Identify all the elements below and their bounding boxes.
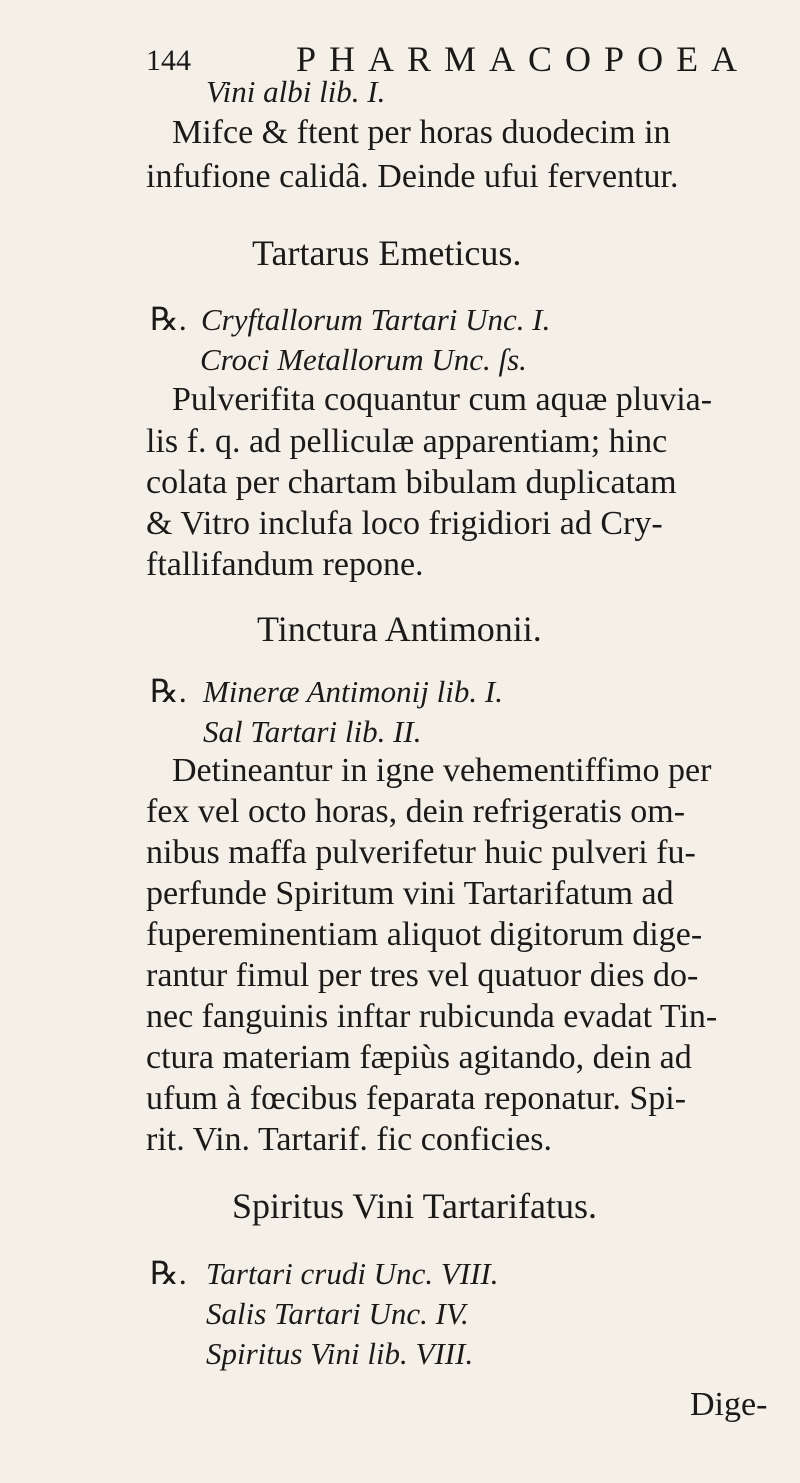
text-line: ctura materiam fæpiùs agitando, dein ad bbox=[146, 1039, 692, 1076]
ingredient-line: Cryftallorum Tartari Unc. I. bbox=[201, 302, 551, 337]
section-heading: Tartarus Emeticus. bbox=[252, 233, 522, 273]
text-line: rantur fimul per tres vel quatuor dies do- bbox=[146, 957, 699, 994]
ingredient-line: Spiritus Vini lib. VIII. bbox=[206, 1336, 474, 1371]
text-line: Pulverifita coquantur cum aquæ pluvia- bbox=[172, 381, 713, 418]
ingredient-line: Mineræ Antimonij lib. I. bbox=[203, 674, 503, 709]
text-line: colata per chartam bibulam duplicatam bbox=[146, 464, 677, 501]
text-line: infufione calidâ. Deinde ufui ferventur. bbox=[146, 158, 679, 195]
text-line: fupereminentiam aliquot digitorum dige- bbox=[146, 916, 703, 953]
ingredient-line: Vini albi lib. I. bbox=[206, 74, 386, 109]
ingredient-line: Sal Tartari lib. II. bbox=[203, 714, 422, 749]
catchword: Dige- bbox=[690, 1386, 768, 1423]
text-line: ftallifandum repone. bbox=[146, 546, 424, 583]
text-line: & Vitro inclufa loco frigidiori ad Cry- bbox=[146, 505, 663, 542]
text-line: rit. Vin. Tartarif. fic conficies. bbox=[146, 1121, 552, 1158]
text-line: lis f. q. ad pelliculæ apparentiam; hinc bbox=[146, 423, 668, 460]
text-line: nibus maffa pulverifetur huic pulveri fu- bbox=[146, 834, 696, 871]
section-heading: Spiritus Vini Tartarifatus. bbox=[232, 1186, 597, 1226]
running-title: PHARMACOPOEA bbox=[296, 39, 751, 79]
section-heading: Tinctura Antimonii. bbox=[257, 609, 542, 649]
ingredient-line: Tartari crudi Unc. VIII. bbox=[206, 1256, 499, 1291]
recipe-symbol: ℞. bbox=[150, 673, 187, 709]
ingredient-line: Croci Metallorum Unc. ſs. bbox=[200, 342, 527, 377]
text-line: Detineantur in igne vehementiffimo per bbox=[172, 752, 712, 789]
recipe-symbol: ℞. bbox=[150, 301, 187, 337]
text-line: fex vel octo horas, dein refrigeratis om- bbox=[146, 793, 686, 830]
text-line: nec fanguinis inftar rubicunda evadat Tin- bbox=[146, 998, 718, 1035]
text-line: perfunde Spiritum vini Tartarifatum ad bbox=[146, 875, 674, 912]
ingredient-line: Salis Tartari Unc. IV. bbox=[206, 1296, 469, 1331]
text-line: Mifce & ftent per horas duodecim in bbox=[172, 114, 671, 151]
recipe-symbol: ℞. bbox=[150, 1255, 187, 1291]
page-number: 144 bbox=[146, 44, 191, 77]
text-line: ufum à fœcibus feparata reponatur. Spi- bbox=[146, 1080, 687, 1117]
